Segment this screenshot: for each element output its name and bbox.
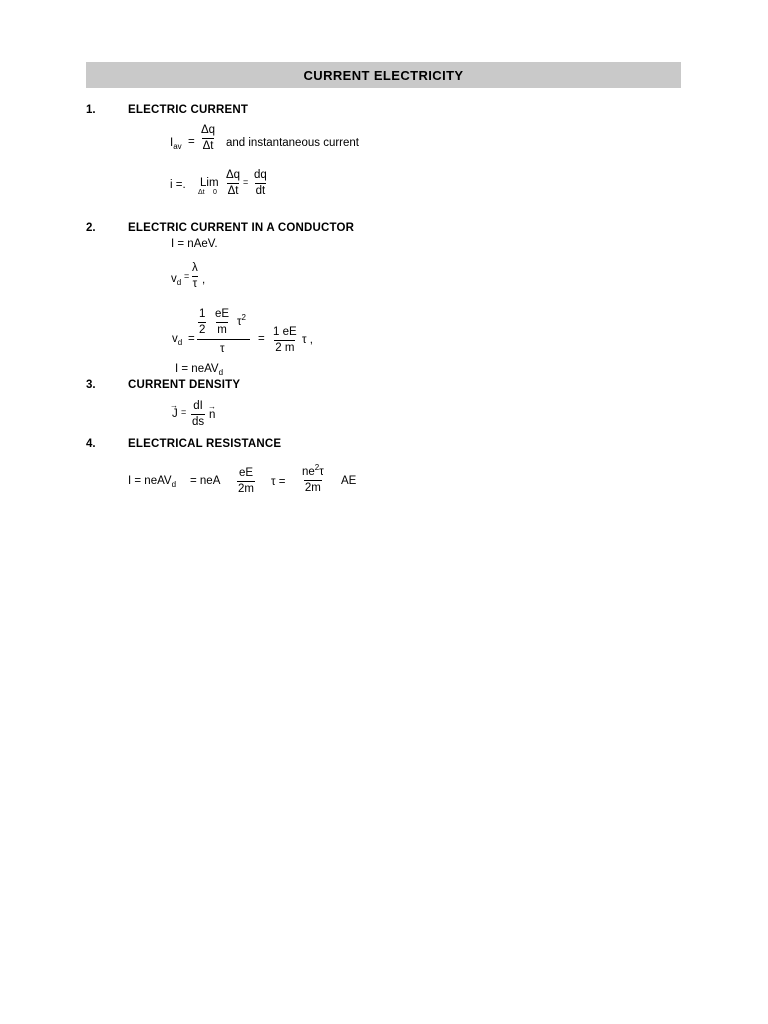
fraction-numerator: λ [192,262,198,274]
eq-fraction-inner [214,308,230,337]
fraction-bar [197,339,250,340]
equation-current-neavd [175,363,223,375]
fraction-denominator: ds [192,416,205,428]
eq-fraction-result [272,326,298,355]
fraction-numerator: 1 eE [273,326,297,338]
section-title: ELECTRICAL RESISTANCE [128,438,282,450]
eq-superscript: 2 [241,313,246,322]
section-number: 1. [86,104,96,116]
eq-tau: τ [237,316,242,328]
eq-limit: Lim [200,177,219,189]
eq-text: AE [341,475,357,487]
fraction-numerator: Δq [226,169,241,181]
eq-equals: = [184,271,190,281]
eq-fraction-half [198,308,206,337]
eq-equals: = [181,407,187,417]
eq-subscript: d [176,278,182,287]
fraction-numerator: 1 [199,308,206,320]
fraction-numerator: eE [215,308,230,320]
eq-text: I = neAV [128,475,172,487]
eq-tau: τ , [302,334,313,346]
fraction-numerator: Δq [201,124,216,136]
eq-limit-subscript: Δt [198,189,205,196]
eq-text: and instantaneous current [226,137,359,149]
eq-fraction [253,169,268,198]
eq-text: τ = [271,476,286,488]
eq-symbol: v [171,273,177,285]
eq-subscript: d [218,368,224,377]
fraction-denominator: dt [255,185,266,197]
vector-arrow-icon: → [170,401,178,410]
eq-symbol: i =. [170,179,186,191]
page-title-text: CURRENT ELECTRICITY [303,67,464,83]
section-title: CURRENT DENSITY [128,379,241,391]
eq-subscript: d [171,480,177,489]
section-number: 2. [86,222,96,234]
fraction-denominator: 2m [238,483,254,495]
eq-equals: = [258,333,265,345]
fraction-denominator: 2 m [275,342,295,354]
fraction-denominator: Δt [227,185,239,197]
eq-text: = neA [190,475,221,487]
fraction-denominator: Δt [202,140,214,152]
fraction-denominator: m [217,324,227,336]
eq-tau: τ [319,466,324,478]
section-number: 3. [86,379,96,391]
eq-equals: = [243,177,249,187]
eq-fraction [200,124,216,153]
fraction-denominator: τ [192,278,198,290]
eq-fraction [237,467,255,496]
eq-text: I = neAV [175,363,219,375]
fraction-denominator: 2m [304,482,321,494]
fraction-denominator: 2 [199,324,206,336]
fraction-denominator: τ [220,343,225,355]
eq-equals: = [188,333,195,345]
page-title [86,62,681,88]
eq-fraction [191,400,205,429]
fraction-numerator: eE [238,467,254,479]
eq-symbol: v [172,333,178,345]
section-number: 4. [86,438,96,450]
section-title: ELECTRIC CURRENT IN A CONDUCTOR [128,222,355,234]
eq-superscript: 2 [314,463,320,472]
eq-limit-subscript: 0 [213,189,217,196]
eq-symbol: J [172,408,178,420]
eq-subscript: d [177,338,183,347]
section-title: ELECTRIC CURRENT [128,104,249,116]
equation-current-naev: I = nAeV. [171,238,218,250]
eq-comma: , [202,274,206,286]
fraction-numerator: ne [302,466,315,478]
eq-fraction [301,463,325,495]
eq-symbol: I [170,137,174,149]
vector-arrow-icon: → [208,402,216,411]
eq-fraction [191,262,199,291]
eq-fraction [225,169,241,198]
eq-equals: = [188,136,195,148]
eq-unit-vector: n [209,409,216,421]
fraction-numerator: dq [254,169,267,181]
eq-subscript: av [173,142,182,151]
fraction-numerator: dI [193,400,203,412]
